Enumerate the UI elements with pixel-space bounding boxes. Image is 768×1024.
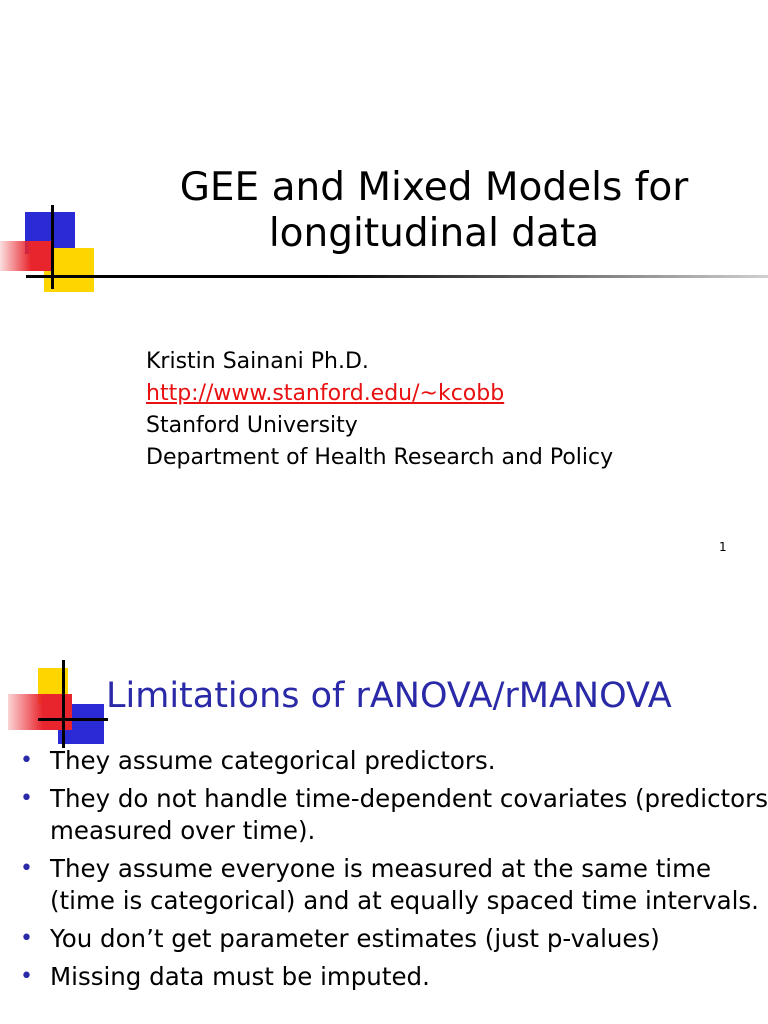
list-item: • They assume categorical predictors. (20, 746, 496, 775)
bullet-icon: • (20, 748, 33, 773)
title-underline (38, 718, 108, 721)
bullet-icon: • (20, 786, 33, 811)
institution: Stanford University (146, 413, 358, 438)
list-item: • They do not handle time-dependent covariates (predictors measured over time). (20, 784, 768, 845)
slide-logo-icon (0, 205, 100, 295)
list-item: • You don’t get parameter estimates (just p-values) (20, 924, 660, 953)
slide-title: GEE and Mixed Models for longitudinal data (179, 165, 689, 256)
list-item: • Missing data must be imputed. (20, 962, 430, 991)
title-underline (26, 275, 768, 278)
slide-logo-icon (0, 660, 110, 750)
bullet-list (18, 745, 768, 999)
page-number: 1 (719, 540, 727, 554)
list-item: • They assume everyone is measured at the same time (time is categorical) and at equally spaced time intervals. (20, 854, 759, 915)
department: Department of Health Research and Policy (146, 445, 614, 470)
bullet-icon: • (20, 964, 33, 989)
author-name: Kristin Sainani Ph.D. (146, 349, 369, 374)
slide-2 (0, 640, 768, 1024)
bullet-icon: • (20, 926, 33, 951)
author-url-link[interactable]: http://www.stanford.edu/~kcobb (146, 381, 505, 406)
slide-title: Limitations of rANOVA/rMANOVA (106, 676, 672, 716)
bullet-icon: • (20, 856, 33, 881)
author-block (146, 346, 613, 474)
